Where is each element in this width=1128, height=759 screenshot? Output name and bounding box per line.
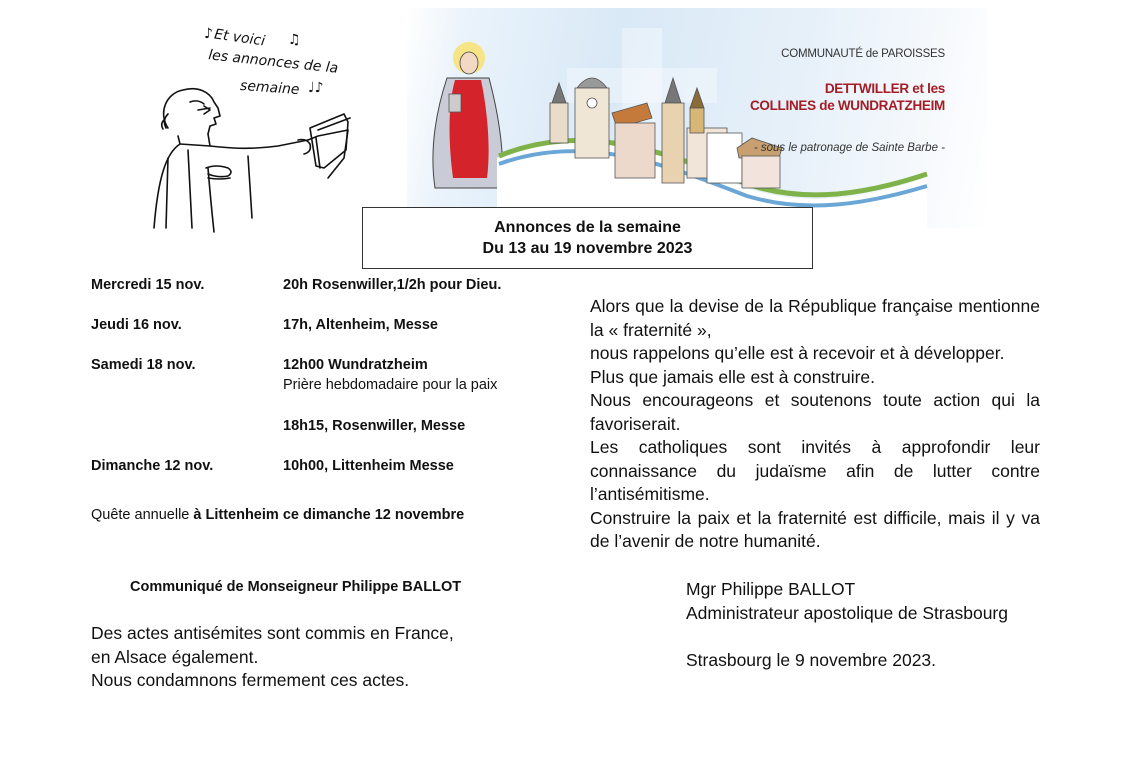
schedule-day: Mercredi 15 nov. bbox=[91, 277, 205, 293]
parish-name-line-1: DETTWILLER et les bbox=[824, 81, 945, 96]
patronage-text: - sous le patronage de Sainte Barbe - bbox=[753, 142, 945, 154]
statement-paragraph: Les catholiques sont invités à approfondir leur connaissance du judaïsme afin de lutter contre l’antisémitisme. bbox=[590, 437, 1040, 504]
banner-illustration bbox=[407, 8, 987, 228]
music-notes-icon: ♩♪ bbox=[308, 80, 324, 96]
statement-paragraph: Plus que jamais elle est à construire. bbox=[590, 366, 875, 387]
statement-paragraph: nous rappelons qu’elle est à recevoir et à développer. bbox=[590, 343, 1005, 363]
signature-block bbox=[686, 578, 1008, 672]
signature-name: Mgr Philippe BALLOT bbox=[686, 579, 856, 599]
schedule-day: Dimanche 12 nov. bbox=[91, 458, 214, 474]
speech-line-2: les annonces de la bbox=[207, 47, 339, 77]
priest-cartoon-illustration bbox=[148, 18, 358, 238]
announcements-date-range: Du 13 au 19 novembre 2023 bbox=[482, 240, 693, 257]
signature-role: Administrateur apostolique de Strasbourg bbox=[686, 602, 1008, 623]
schedule-day: Jeudi 16 nov. bbox=[91, 317, 182, 333]
quete-prefix: Quête annuelle bbox=[91, 507, 194, 523]
announcements-title: Annonces de la semaine bbox=[494, 219, 681, 236]
schedule-event: 18h15, Rosenwiller, Messe bbox=[283, 418, 466, 434]
sainte-barbe-figure bbox=[433, 42, 503, 188]
schedule-event: 17h, Altenheim, Messe bbox=[283, 317, 438, 333]
statement-paragraph: Construire la paix et la fraternité est difficile, mais il y va de l’avenir de notre humanité. bbox=[590, 507, 1040, 551]
statement-paragraph: Nous encourageons et soutenons toute action qui la favoriserait. bbox=[590, 390, 1040, 434]
fraternity-statement bbox=[590, 295, 1040, 554]
speech-line-1: Et voici bbox=[213, 26, 266, 50]
communique-line: en Alsace également. bbox=[91, 646, 259, 667]
communique-line: Des actes antisémites sont commis en France, bbox=[91, 623, 454, 643]
speech-line-3: semaine bbox=[239, 77, 300, 99]
music-note-icon: ♪ bbox=[204, 26, 213, 42]
signature-place-date: Strasbourg le 9 novembre 2023. bbox=[686, 649, 937, 670]
parish-banner bbox=[407, 8, 987, 228]
music-notes-icon: ♫ bbox=[288, 32, 301, 48]
parish-name-line-2: COLLINES de WUNDRATZHEIM bbox=[749, 98, 945, 113]
schedule-day: Samedi 18 nov. bbox=[91, 357, 196, 373]
statement-paragraph: Alors que la devise de la République française mentionne la « fraternité », bbox=[590, 296, 1040, 340]
schedule-event: 20h Rosenwiller,1/2h pour Dieu. bbox=[283, 277, 502, 293]
communique-body bbox=[91, 622, 454, 693]
community-label: COMMUNAUTÉ de PAROISSES bbox=[781, 48, 945, 60]
communique-line: Nous condamnons fermement ces actes. bbox=[91, 670, 410, 690]
schedule-event: 12h00 Wundratzheim bbox=[283, 357, 428, 373]
parish-name bbox=[750, 80, 945, 114]
communique-title: Communiqué de Monseigneur Philippe BALLOT bbox=[130, 579, 462, 595]
schedule-event: 10h00, Littenheim Messe bbox=[283, 458, 454, 474]
schedule-event-note: Prière hebdomadaire pour la paix bbox=[283, 377, 498, 393]
quete-notice bbox=[91, 507, 464, 523]
announcements-title-box bbox=[362, 207, 813, 269]
quete-emphasis: à Littenheim ce dimanche 12 novembre bbox=[193, 507, 465, 523]
